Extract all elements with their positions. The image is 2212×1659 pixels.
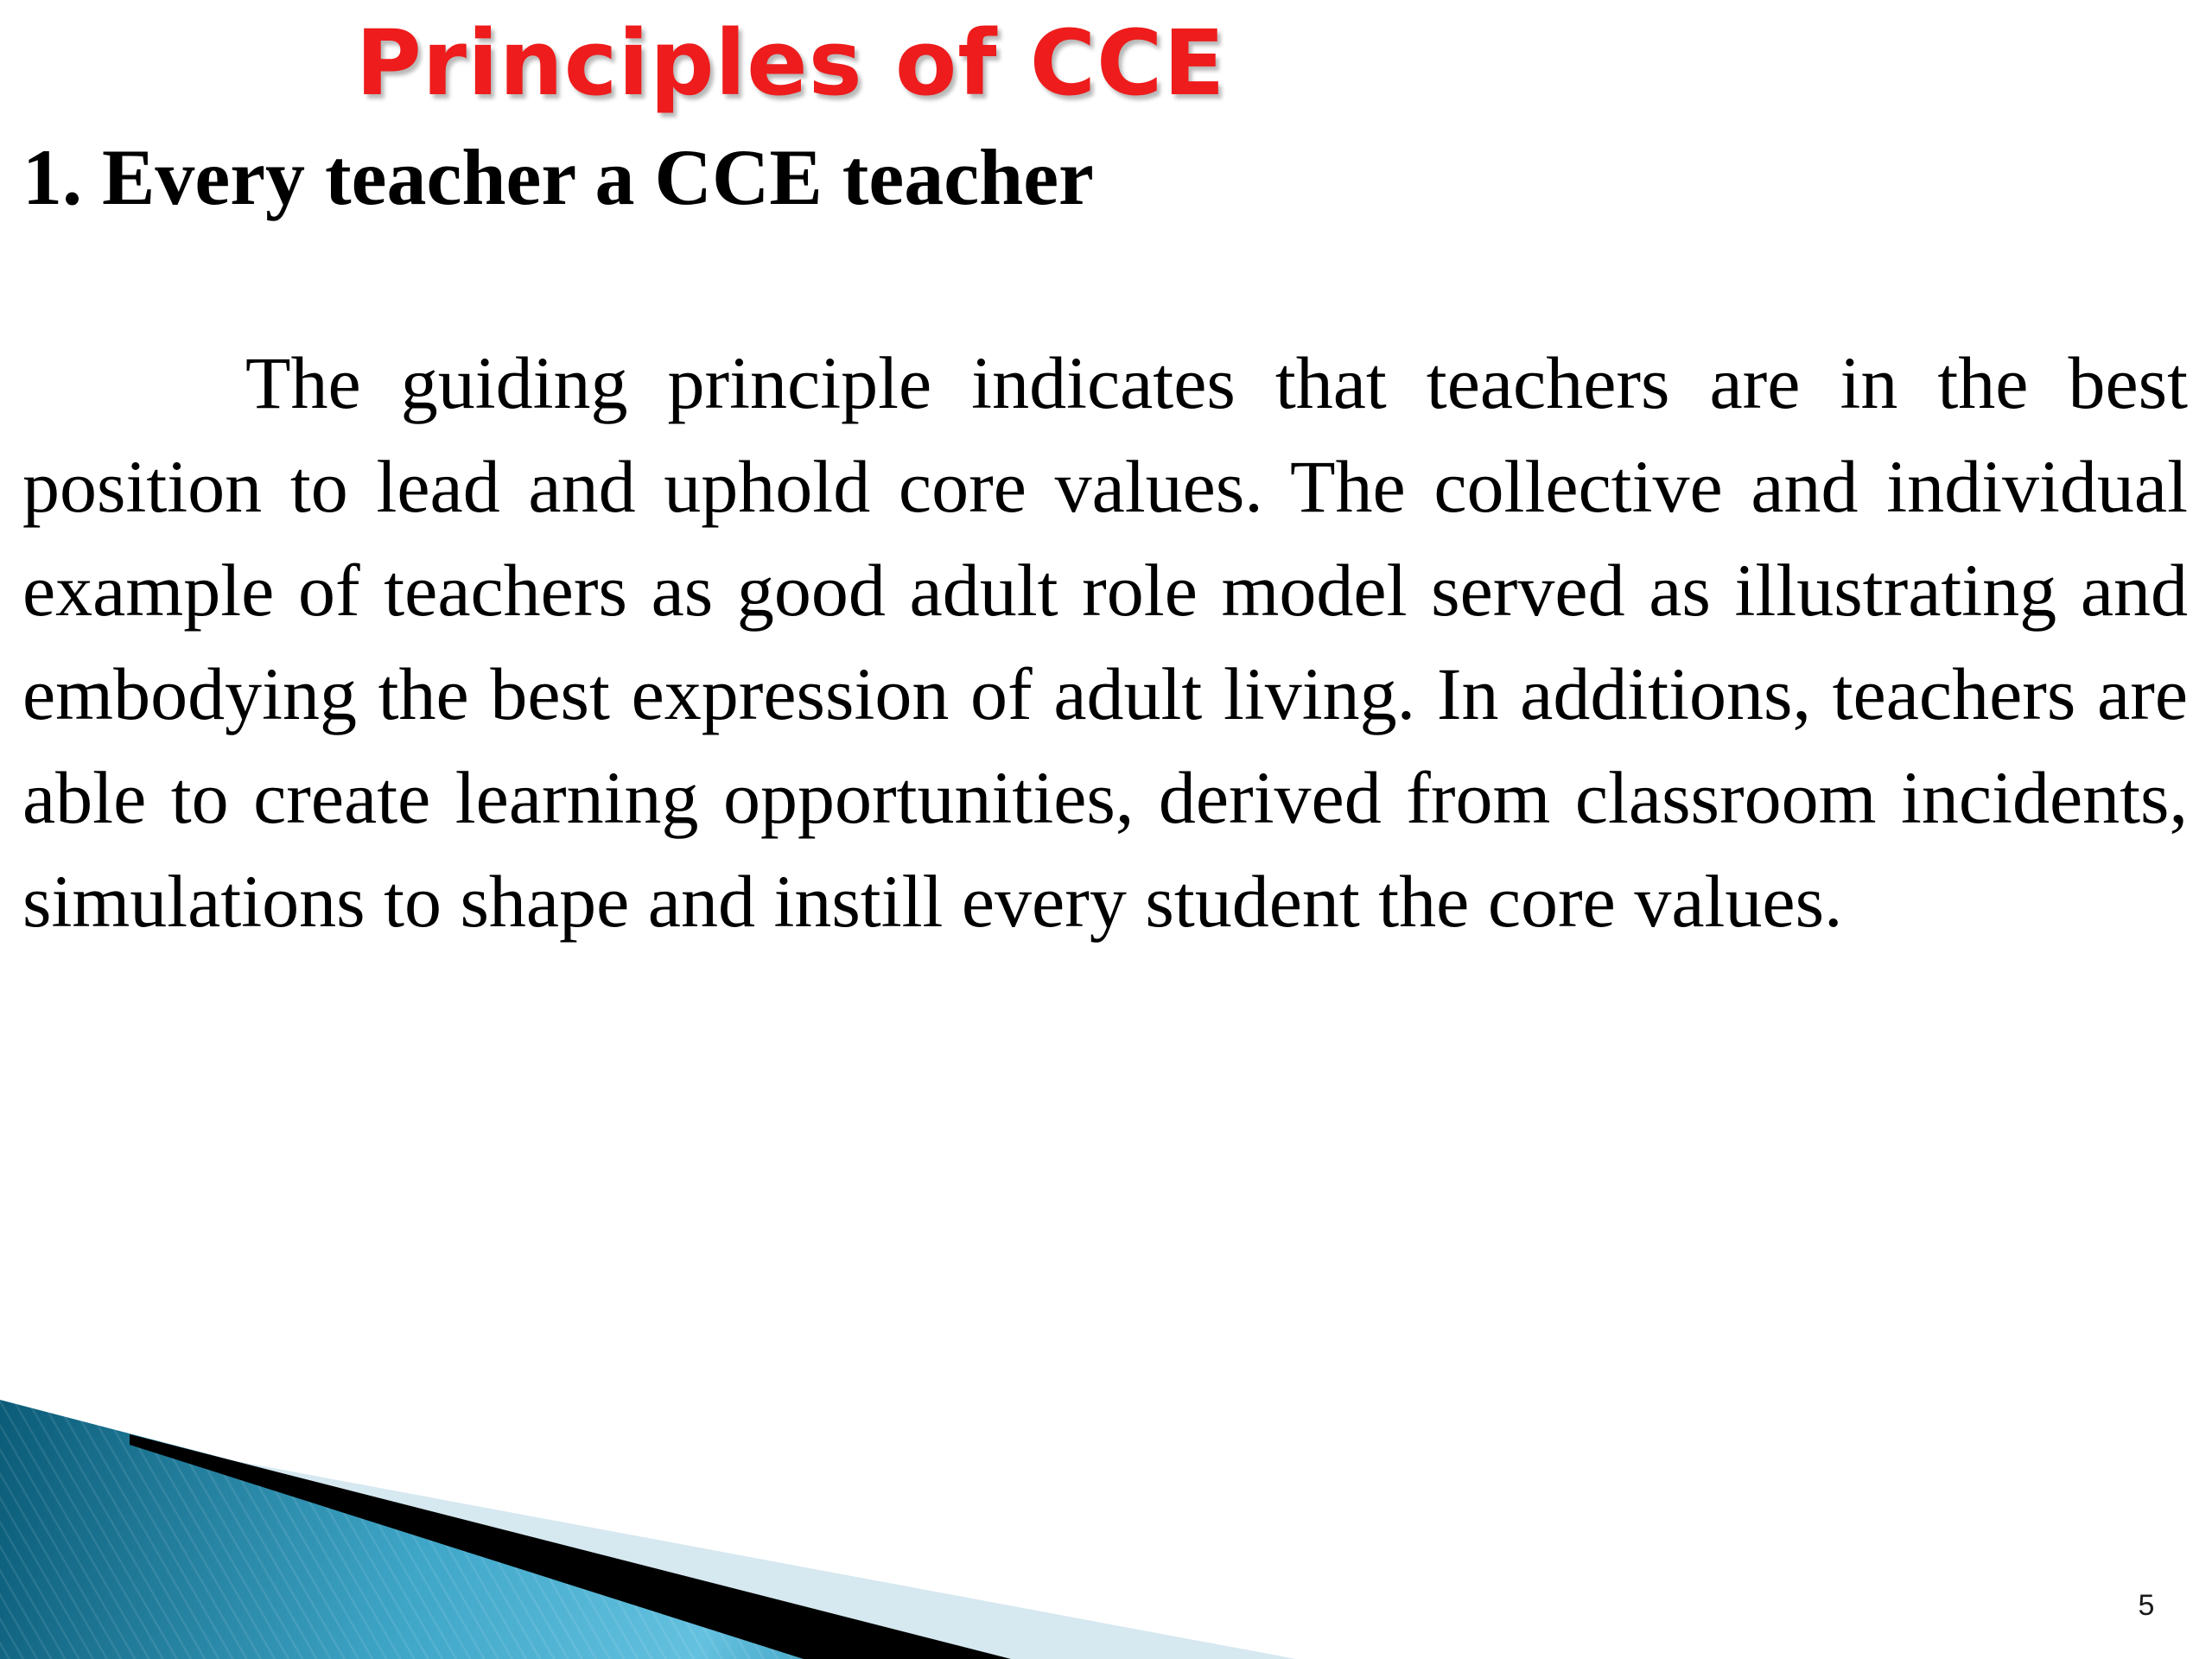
teal-wedge-texture xyxy=(0,1400,994,1659)
body-paragraph: The guiding principle indicates that teachers are in the best position to lead and uphold core values. The collective and individual example of teachers as good adult role model served as illustrating and embodying the best expression of adult living. In additions, teachers are able to create learning opportunities, derived from classroom incidents, simulations to shape and instill every student the core values. xyxy=(22,341,2188,943)
teal-wedge xyxy=(0,1400,994,1659)
pale-blue-band xyxy=(0,1417,1296,1659)
slide-title: Principles of CCE xyxy=(355,10,1226,116)
section-heading: 1. Every teacher a CCE teacher xyxy=(22,133,1094,221)
page-number: 5 xyxy=(2138,1589,2155,1622)
black-band xyxy=(130,1434,1011,1659)
